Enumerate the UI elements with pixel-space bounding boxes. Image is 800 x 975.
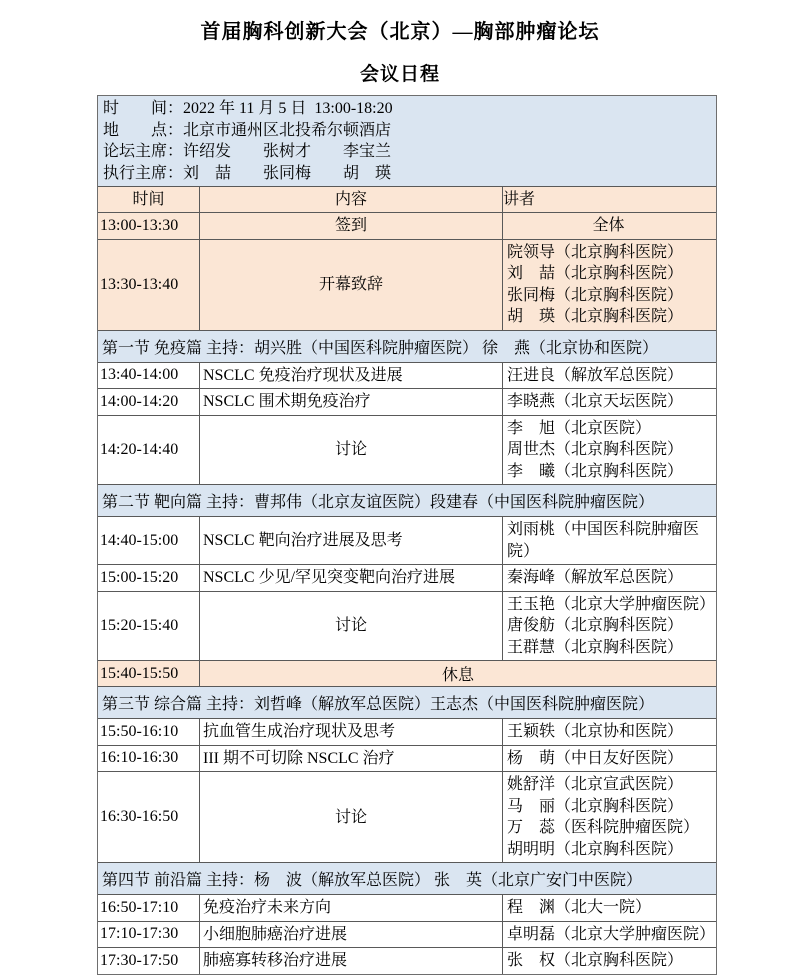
speaker-name: 胡明明（北京胸科医院） [507,840,684,858]
speaker-cell [502,746,716,772]
speaker-name: 李 曦（北京胸科医院） [507,462,684,480]
column-header-time: 时间 [132,191,165,208]
schedule-row [98,947,716,974]
page-title: 首届胸科创新大会（北京）—胸部肿瘤论坛 [200,21,600,43]
time-cell: 14:20-14:40 [100,440,179,458]
time-cell: 17:30-17:50 [100,951,179,969]
speaker-cell [502,363,716,389]
schedule-row [98,362,716,389]
time-cell: 14:00-14:20 [100,392,179,410]
section-title: 第一节 免疫篇 主持：胡兴胜（中国医科院肿瘤医院） 徐 燕（北京协和医院） [102,339,659,357]
speaker-name: 李晓燕（北京天坛医院） [507,393,684,410]
time-cell: 14:40-15:00 [100,531,179,549]
section-header-row [98,686,716,718]
topic-cell: 讨论 [199,416,502,485]
page-subtitle: 会议日程 [359,64,440,85]
column-header-content: 内容 [199,187,502,212]
time-cell: 13:30-13:40 [100,275,179,293]
topic-cell: III 期不可切除 NSCLC 治疗 [199,746,502,772]
schedule-rows [98,212,716,974]
speaker-name: 马 丽（北京胸科医院） [507,797,684,815]
agenda-table [97,95,717,975]
time-cell: 15:40-15:50 [100,664,179,682]
meeting-info-block [98,96,716,186]
topic-cell: NSCLC 少见/罕见突变靶向治疗进展 [199,565,502,591]
speaker-name: 院领导（北京胸科医院） [507,243,684,261]
speaker-cell [502,517,716,564]
speaker-name: 王玉艳（北京大学肿瘤医院） [507,595,716,613]
speaker-cell [502,895,716,921]
column-header-row [98,186,716,212]
speaker-cell [502,948,716,974]
speaker-name: 姚舒洋（北京宣武医院） [507,776,684,793]
topic-cell: NSCLC 免疫治疗现状及进展 [199,363,502,389]
section-title: 第三节 综合篇 主持：刘哲峰（解放军总医院）王志杰（中国医科院肿瘤医院） [102,696,655,713]
section-title: 第二节 靶向篇 主持：曹邦伟（北京友谊医院）段建春（中国医科院肿瘤医院） [102,494,655,511]
topic-cell: 免疫治疗未来方向 [199,895,502,921]
speaker-name: 卓明磊（北京大学肿瘤医院） [507,925,716,943]
speaker-cell [502,719,716,745]
break-row [98,660,716,686]
speaker-name: 张同梅（北京胸科医院） [507,286,684,304]
speaker-name: 汪进良（解放军总医院） [507,366,684,384]
speaker-name: 王颖轶（北京协和医院） [507,723,684,740]
schedule-row [98,591,716,661]
section-header-row [98,330,716,362]
time-cell: 15:20-15:40 [100,616,179,634]
topic-cell: 抗血管生成治疗现状及思考 [199,719,502,745]
topic-cell: 肺癌寡转移治疗进展 [199,948,502,974]
schedule-row [98,921,716,948]
time-cell: 17:10-17:30 [100,925,179,943]
schedule-row [98,516,716,564]
speaker-name: 万 蕊（医科院肿瘤医院） [507,819,700,836]
document-page [0,15,800,975]
schedule-row [98,771,716,862]
speaker-cell [502,213,716,239]
topic-cell: 讨论 [199,592,502,661]
info-line-venue: 地 点：北京市通州区北投希尔顿酒店 [103,121,392,139]
speaker-cell [502,389,716,415]
schedule-row [98,415,716,485]
time-cell: 13:00-13:30 [100,216,179,234]
schedule-row [98,239,716,330]
info-line-exec-chairs: 执行主席：刘 喆 张同梅 胡 瑛 [103,164,392,182]
speaker-cell [502,922,716,948]
speaker-cell [502,240,716,330]
speaker-name: 唐俊舫（北京胸科医院） [507,617,684,634]
topic-cell: 签到 [199,213,502,239]
section-header-row [98,862,716,894]
schedule-row [98,564,716,591]
speaker-name: 杨 萌（中日友好医院） [507,749,684,767]
time-cell: 16:10-16:30 [100,749,179,767]
schedule-row [98,894,716,921]
break-label: 休息 [199,661,716,686]
speaker-cell [502,772,716,862]
section-header-row [98,484,716,516]
speaker-name: 张 权（北京胸科医院） [507,952,684,969]
time-cell: 15:50-16:10 [100,722,179,740]
speaker-cell [502,592,716,661]
info-line-time: 时 间：2022 年 11 月 5 日 13:00-18:20 [103,100,393,117]
speaker-name: 刘 喆（北京胸科医院） [507,265,684,282]
time-cell: 16:30-16:50 [100,808,179,825]
schedule-row [98,745,716,772]
speaker-cell [502,565,716,591]
speaker-name: 全体 [592,217,625,234]
topic-cell: 开幕致辞 [199,240,502,330]
speaker-name: 李 旭（北京医院） [507,419,652,437]
speaker-name: 秦海峰（解放军总医院） [507,569,684,586]
speaker-name: 程 渊（北大一院） [507,899,652,916]
speaker-name: 胡 瑛（北京胸科医院） [507,308,684,325]
speaker-name: 王群慧（北京胸科医院） [507,638,684,656]
topic-cell: NSCLC 靶向治疗进展及思考 [199,517,502,564]
schedule-row [98,212,716,239]
time-cell: 16:50-17:10 [100,898,179,916]
speaker-cell [502,416,716,485]
section-title: 第四节 前沿篇 主持：杨 波（解放军总医院） 张 英（北京广安门中医院） [102,872,643,889]
speaker-name: 刘雨桃（中国医科院肿瘤医院） [507,521,700,560]
topic-cell: 讨论 [199,772,502,862]
column-header-speaker: 讲者 [502,187,716,212]
speaker-name: 周世杰（北京胸科医院） [507,441,684,458]
schedule-row [98,388,716,415]
topic-cell: NSCLC 围术期免疫治疗 [199,389,502,415]
info-line-forum-chairs: 论坛主席：许绍发 张树才 李宝兰 [103,143,392,160]
time-cell: 13:40-14:00 [100,366,179,384]
topic-cell: 小细胞肺癌治疗进展 [199,922,502,948]
schedule-row [98,718,716,745]
time-cell: 15:00-15:20 [100,568,179,586]
